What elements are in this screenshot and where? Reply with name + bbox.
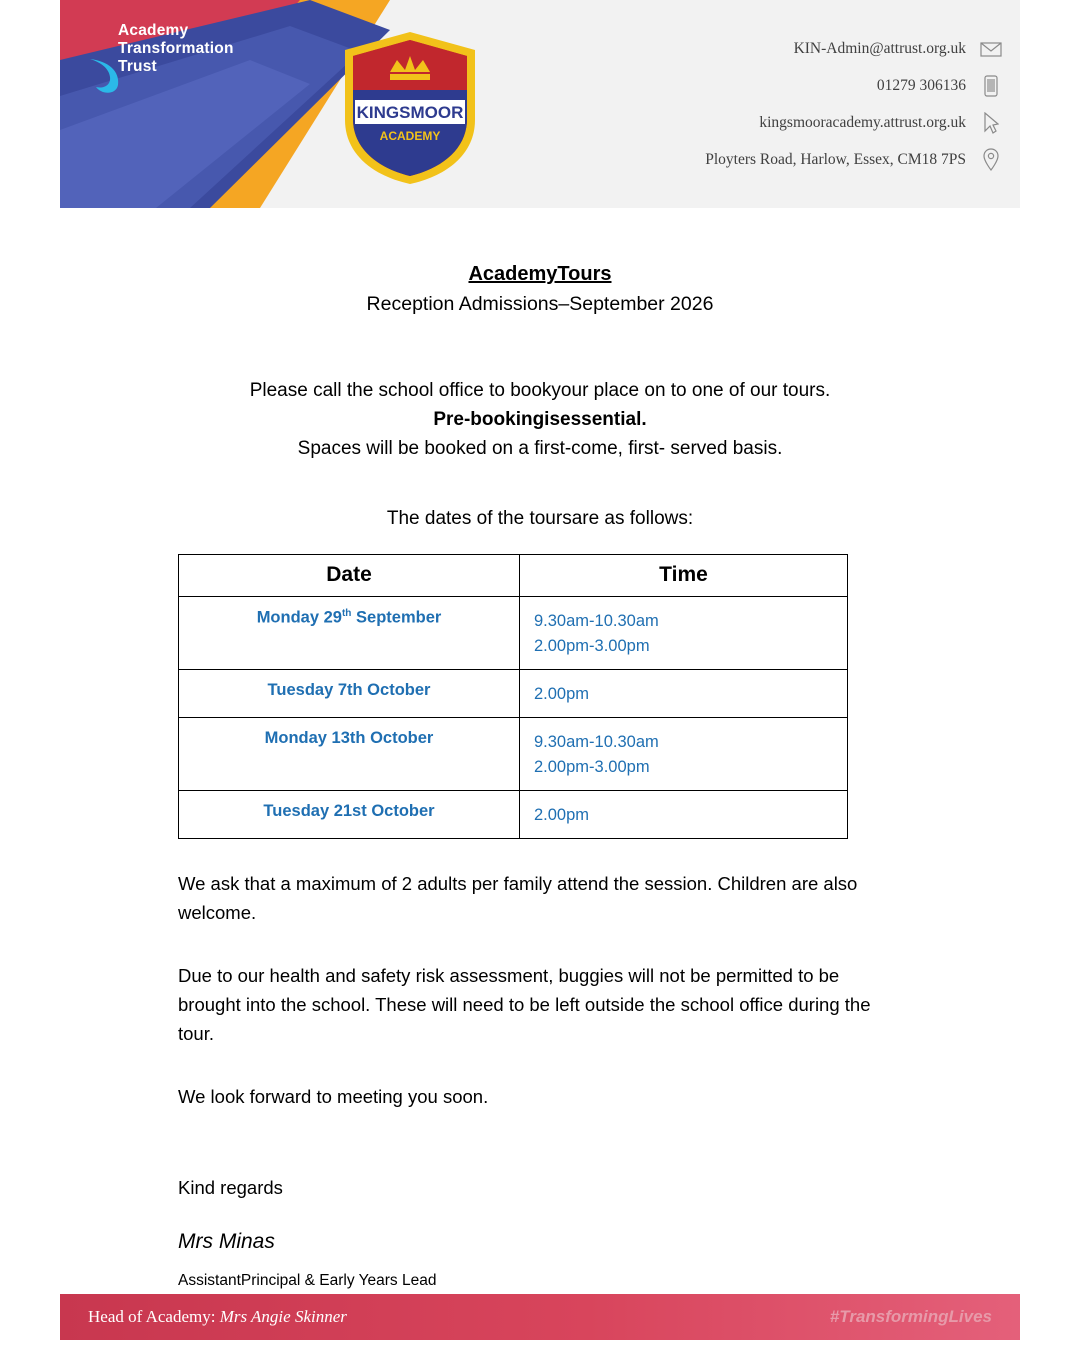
cell-time (520, 718, 848, 791)
head-of-academy (88, 1307, 347, 1327)
trust-logo-line-1: Academy (118, 22, 189, 39)
signature-name: Mrs Minas (178, 1230, 275, 1253)
page-subtitle: Reception Admissions–September 2026 (366, 293, 714, 315)
date-prefix: Monday 13th October (264, 729, 434, 747)
paragraph-adults-note: We ask that a maximum of 2 adults per family attend the session. Children are also welcome. (178, 873, 858, 923)
table-header-row (179, 555, 848, 597)
contact-row-website (442, 104, 1002, 141)
column-header-time: Time (520, 555, 848, 597)
location-pin-icon (980, 147, 1002, 173)
paragraph-closing: We look forward to meeting you soon. (178, 1086, 489, 1107)
intro-line-1: Please call the school office to bookyour place on to one of our tours. (249, 380, 831, 401)
phone-icon (980, 73, 1002, 99)
time-slot-1: 9.30am-10.30am (534, 733, 659, 751)
date-suffix: September (351, 608, 442, 627)
title-block (0, 263, 1080, 316)
cell-date (179, 597, 520, 670)
table-row (179, 670, 848, 718)
date-prefix: Tuesday 7th October (267, 681, 431, 699)
academy-transformation-trust-logo (118, 22, 318, 102)
column-header-date: Date (179, 555, 520, 597)
dates-intro-line: The dates of the toursare as follows: (386, 508, 694, 529)
contact-row-phone (442, 67, 1002, 104)
head-of-academy-name: Mrs Angie Skinner (219, 1307, 347, 1326)
contact-website-text: kingsmooracademy.attrust.org.uk (759, 113, 966, 131)
page-title: AcademyTours (468, 263, 612, 285)
letterhead-header (60, 0, 1020, 208)
svg-text:KINGSMOOR: KINGSMOOR (356, 103, 464, 122)
signature-role: AssistantPrincipal & Early Years Lead (178, 1272, 437, 1289)
contact-email-text: KIN-Admin@attrust.org.uk (793, 39, 966, 57)
tour-dates-table (178, 554, 848, 839)
cell-time (520, 670, 848, 718)
kind-regards: Kind regards (178, 1177, 283, 1198)
cell-date (179, 791, 520, 839)
date-ordinal-suffix: th (341, 608, 352, 619)
table-row (179, 597, 848, 670)
contact-phone-text: 01279 306136 (876, 76, 966, 94)
time-slot-1: 2.00pm (534, 685, 590, 703)
svg-text:ACADEMY: ACADEMY (379, 129, 441, 143)
trust-logo-line-2: Transformation (118, 40, 234, 57)
head-of-academy-label: Head of Academy: (88, 1307, 220, 1326)
cell-date (179, 718, 520, 791)
letterhead-footer (60, 1294, 1020, 1340)
contact-details (442, 30, 1002, 178)
contact-row-address (442, 141, 1002, 178)
intro-paragraph (0, 376, 1080, 463)
cell-time (520, 791, 848, 839)
date-prefix: Monday 29 (256, 608, 342, 627)
intro-line-3: Spaces will be booked on a first-come, first- served basis. (297, 438, 783, 459)
cell-time (520, 597, 848, 670)
time-slot-1: 2.00pm (534, 806, 590, 824)
envelope-icon (980, 36, 1002, 62)
table-row (179, 718, 848, 791)
time-slot-2: 2.00pm-3.00pm (534, 758, 650, 776)
footer-hashtag: #TransformingLives (829, 1307, 992, 1326)
date-prefix: Tuesday 21st October (263, 802, 435, 820)
cell-date (179, 670, 520, 718)
paragraph-buggies-note: Due to our health and safety risk assessment, buggies will not be permitted to be brought into the school. These will need to be left outside the school office during the tour. (178, 965, 871, 1044)
intro-line-2: Pre-bookingisessential. (433, 409, 647, 430)
att-swoosh-icon (88, 55, 122, 95)
time-slot-1: 9.30am-10.30am (534, 612, 659, 630)
contact-address-text: Ployters Road, Harlow, Essex, CM18 7PS (705, 150, 966, 168)
cursor-icon (980, 110, 1002, 136)
letter-body (0, 208, 1080, 1290)
table-row (179, 791, 848, 839)
contact-row-email (442, 30, 1002, 67)
time-slot-2: 2.00pm-3.00pm (534, 637, 650, 655)
trust-logo-line-3: Trust (118, 58, 157, 75)
